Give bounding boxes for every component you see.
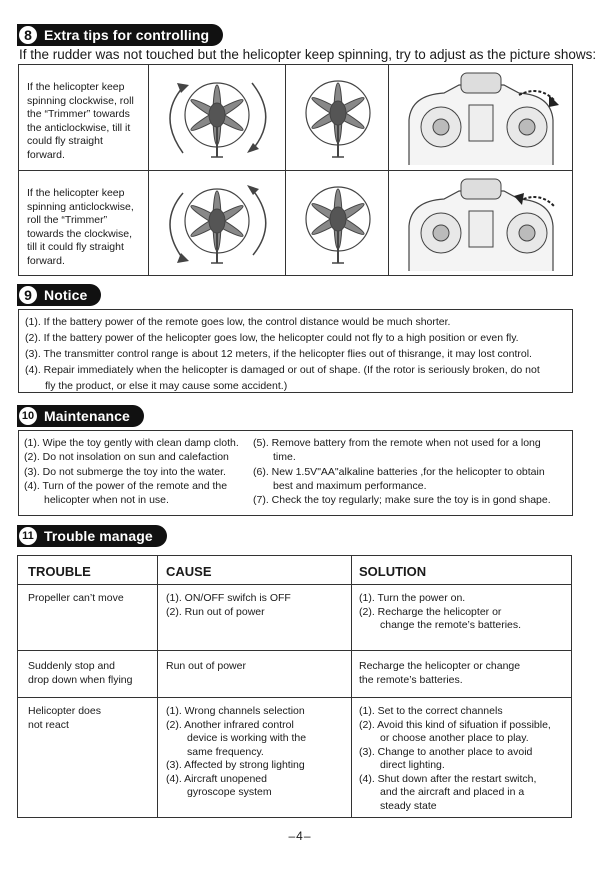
section-8-number: 8 [17, 24, 39, 46]
cell-line: Helicopter does [28, 705, 101, 717]
header-trouble: TROUBLE [28, 564, 91, 579]
solution-cell [359, 660, 520, 687]
maintenance-left-column [24, 436, 259, 507]
cell-line: (1). Turn the power on. [359, 592, 466, 604]
cell-line: gyroscope system [187, 786, 272, 798]
section-10-header [17, 405, 144, 427]
cause-cell [166, 660, 246, 674]
cell-line: or choose another place to play. [380, 732, 529, 744]
tips-row-anticlockwise [19, 171, 572, 276]
maintenance-item: helicopter when not in use. [44, 494, 169, 507]
cell-line: direct lighting. [380, 759, 445, 771]
cell-line: device is working with the [187, 732, 307, 744]
maintenance-right-column [253, 436, 571, 507]
cell-line: (3). Affected by strong lighting [166, 759, 305, 771]
cell-line: (2). Avoid this kind of sifuation if possible, [359, 718, 551, 731]
cell-line: change the remote’s batteries. [380, 619, 522, 631]
maintenance-item: (2). Do not insolation on sun and calefaction [24, 451, 229, 464]
tips-table [18, 64, 573, 276]
cell-line: Run out of power [166, 660, 246, 672]
maintenance-item: (6). New 1.5V"AA"alkaline batteries ,for the helicopter to obtain [253, 465, 545, 478]
section-9-header [17, 284, 101, 306]
header-solution: SOLUTION [359, 564, 427, 579]
cell-line: Recharge the helicopter or change [359, 660, 521, 672]
section-11-header [17, 525, 167, 547]
solution-cell [359, 592, 521, 633]
section-9-number: 9 [17, 284, 39, 306]
helicopter-straight-illustration [286, 65, 389, 170]
remote-trimmer-illustration [389, 65, 572, 170]
cell-line: and the aircraft and placed in a [380, 786, 525, 798]
tips-row-clockwise [19, 65, 572, 171]
cell-line: (1). Set to the correct channels [359, 705, 503, 717]
cell-line: (3). Change to another place to avoid [359, 745, 533, 758]
tips-text: If the helicopter keep spinning clockwise, roll the “Trimmer” towards the anticlockwise, till it could fly straight forward. [19, 65, 149, 170]
cell-line: steady state [380, 799, 437, 812]
cause-cell [166, 705, 306, 800]
maintenance-item: time. [273, 451, 296, 464]
cell-line: not react [28, 718, 69, 731]
section-8-header [17, 24, 223, 46]
section-10-title: Maintenance [44, 408, 130, 424]
notice-item: (1). If the battery power of the remote goes low, the control distance would be much shorter. [25, 316, 451, 328]
trouble-cell [28, 660, 132, 687]
trouble-table [17, 555, 572, 818]
cell-line: (2). Run out of power [166, 605, 265, 618]
helicopter-straight-illustration [286, 171, 389, 276]
maintenance-item: best and maximum performance. [273, 479, 427, 492]
maintenance-item: (4). Turn of the power of the remote and the [24, 479, 228, 492]
cell-line: Propeller can’t move [28, 592, 124, 604]
section-11-title: Trouble manage [44, 528, 153, 544]
solution-cell [359, 705, 551, 813]
notice-item: (4). Repair immediately when the helicopter is damaged or out of shape. (If the rotor is seriously broken, do not [25, 364, 540, 376]
cause-cell [166, 592, 291, 619]
notice-item: (2). If the battery power of the helicopter goes low, the helicopter could not fly to a high position or even fly. [25, 332, 519, 344]
trouble-cell [28, 592, 124, 606]
maintenance-item: (3). Do not submerge the toy into the water. [24, 465, 226, 478]
section-9-title: Notice [44, 287, 88, 303]
cell-line: drop down when flying [28, 673, 133, 686]
section-11-number: 11 [17, 525, 39, 547]
cell-line: the remote’s batteries. [359, 673, 463, 686]
maintenance-item: (7). Check the toy regularly; make sure the toy is in gond shape. [253, 494, 551, 507]
maintenance-item: (5). Remove battery from the remote when not used for a long [253, 437, 541, 449]
cell-line: same frequency. [187, 745, 264, 758]
section-8-title: Extra tips for controlling [44, 27, 210, 43]
cell-line: (2). Recharge the helicopter or [359, 605, 502, 618]
section-10-number: 10 [17, 405, 39, 427]
maintenance-item: (1). Wipe the toy gently with clean damp cloth. [24, 437, 239, 449]
remote-trimmer-illustration [389, 171, 572, 276]
trouble-cell [28, 705, 101, 732]
cell-line: (1). ON/OFF swifch is OFF [166, 592, 291, 604]
cell-line: (4). Shut down after the restart switch, [359, 772, 537, 785]
notice-item: (3). The transmitter control range is about 12 meters, if the helicopter flies out of thisrange, it may lost control. [25, 348, 532, 360]
cell-line: Suddenly stop and [28, 660, 115, 672]
cell-line: (2). Another infrared control [166, 718, 294, 731]
section-8-intro: If the rudder was not touched but the helicopter keep spinning, try to adjust as the picture shows: [19, 47, 597, 62]
helicopter-spinning-illustration [149, 171, 286, 276]
notice-box [18, 309, 573, 393]
helicopter-spinning-illustration [149, 65, 286, 170]
notice-item: fly the product, or else it may cause some accident.) [45, 380, 288, 392]
cell-line: (4). Aircraft unopened [166, 772, 267, 785]
cell-line: (1). Wrong channels selection [166, 705, 305, 717]
maintenance-box [18, 430, 573, 516]
header-cause: CAUSE [166, 564, 212, 579]
page-number: –4– [288, 829, 312, 843]
tips-text: If the helicopter keep spinning anticlockwise, roll the “Trimmer” towards the clockwise, till it could fly straight forward. [19, 171, 149, 276]
